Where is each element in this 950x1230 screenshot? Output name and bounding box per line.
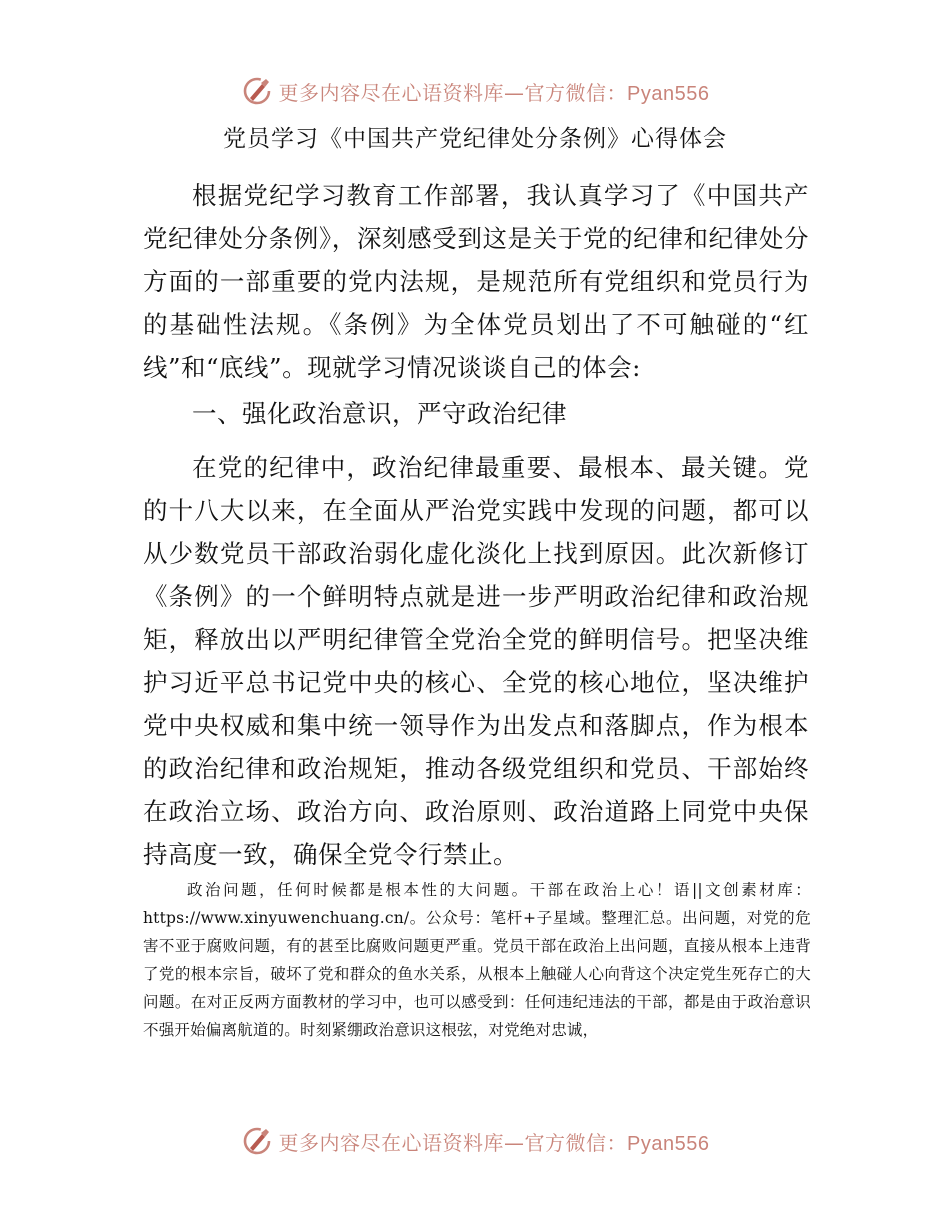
paragraph-intro: 根据党纪学习教育工作部署，我认真学习了《中国共产党纪律处分条例》，深刻感受到这是关于党的纪律和纪律处分方面的一部重要的党内法规，是规范所有党组织和党员行为的基础性法规。《条例》为全体党员划出了不可触碰的“红线”和“底线”。现就学习情况谈谈自己的体会: — [143, 181, 809, 382]
logo-icon — [241, 1125, 273, 1157]
document-title: 党员学习《中国共产党纪律处分条例》心得体会 — [223, 126, 727, 152]
paragraph-political-discipline: 在党的纪律中，政治纪律最重要、最根本、最关键。党的十八大以来，在全面从严治党实践中发现的问题，都可以从少数党员干部政治弱化虚化淡化上找到原因。此次新修订《条例》的一个鲜明特点就是进一步严明政治纪律和政治规矩，释放出以严明纪律管全党治全党的鲜明信号。把坚决维护习近平总书记党中央的核心、全党的核心地位，坚决维护党中央权威和集中统一领导作为出发点和落脚点，作为根本的政治纪律和政治规矩，推动各级党组织和党员、干部始终在政治立场、政治方向、政治原则、政治道路上同党中央保持高度一致，确保全党令行禁止。 — [143, 453, 809, 869]
watermark-text: 更多内容尽在心语资料库—官方微信：Pyan556 — [278, 80, 710, 105]
watermark-footer — [0, 1124, 950, 1158]
section-heading-1: 一、强化政治意识，严守政治纪律 — [192, 399, 567, 428]
watermark-text: 更多内容尽在心语资料库—官方微信：Pyan556 — [278, 1130, 710, 1155]
logo-icon — [241, 75, 273, 107]
watermark-header — [0, 74, 950, 108]
watermark-wechat-id: Pyan556 — [627, 82, 710, 105]
paragraph-political-issues: 政治问题，任何时候都是根本性的大问题。干部在政治上心！语||文创素材库：https://www.xinyuwenchuang.cn/。公众号：笔杆+子星域。整理汇总。出问题，对党的危害不亚于腐败问题，有的甚至比腐败问题更严重。党员干部在政治上出问题，直接从根本上违背了党的根本宗旨，破坏了党和群众的鱼水关系，从根本上触碰人心向背这个决定党生死存亡的大问题。在对正反两方面教材的学习中，也可以感受到：任何违纪违法的干部，都是由于政治意识不强开始偏离航道的。时刻紧绷政治意识这根弦，对党绝对忠诚， — [143, 881, 811, 1039]
watermark-wechat-id: Pyan556 — [627, 1132, 710, 1155]
